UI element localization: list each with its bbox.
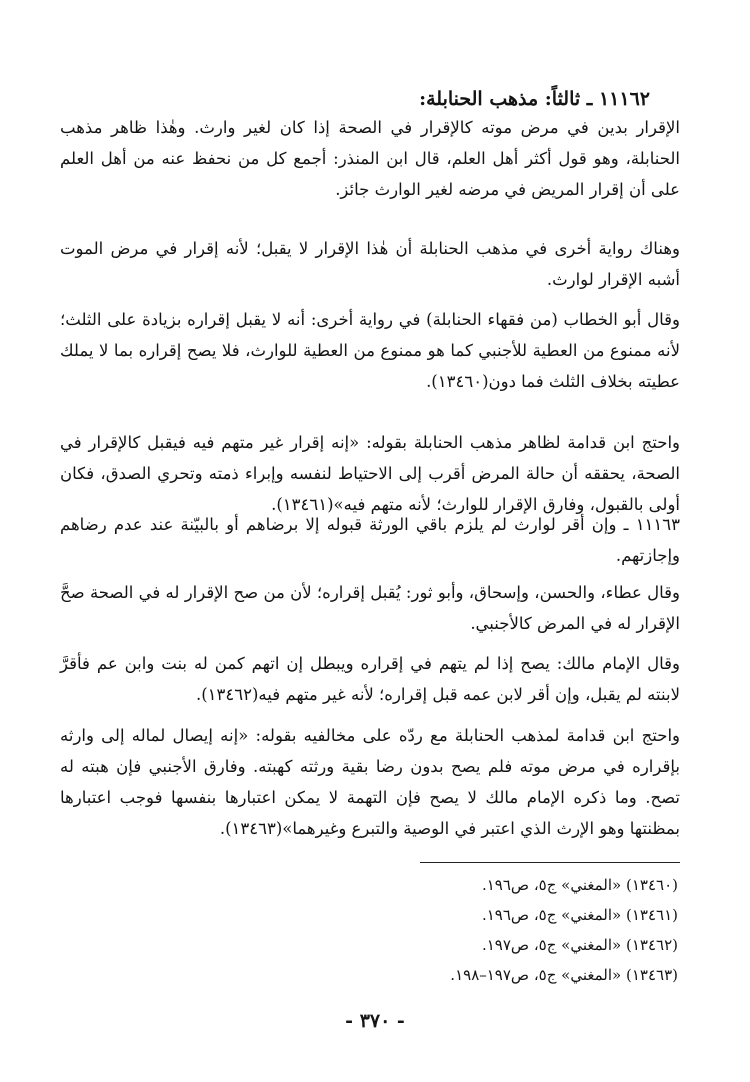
paragraph-1: الإقرار بدين في مرض موته كالإقرار في الصحة إذا كان لغير وارث. وهٰذا ظاهر مذهب الحنابلة، وهو قول أكثر أهل العلم، قال ابن المنذر: أجمع كل من نحفظ عنه من أهل العلم على أن إقرار المريض في مرضه لغير الوارث جائز. — [60, 118, 680, 199]
section-heading: ١١١٦٢ ـ ثالثاً: مذهب الحنابلة: — [419, 88, 650, 110]
paragraph-4: واحتج ابن قدامة لظاهر مذهب الحنابلة بقوله: «إنه إقرار غير متهم فيه فيقبل كالإقرار في الصحة، يحققه أن حالة المرض أقرب إلى الاحتياط لنفسه وإبراء ذمته وتحري الصدق، فكان أولى بالقبول، وفارق الإقرار للوارث؛ لأنه متهم فيه»(١٣٤٦١). — [60, 433, 680, 514]
footnote-4: (١٣٤٦٣) «المغني» ج٥، ص١٩٧–١٩٨. — [450, 966, 678, 984]
footnote-3: (١٣٤٦٢) «المغني» ج٥، ص١٩٧. — [481, 936, 678, 954]
paragraph-7: وقال الإمام مالك: يصح إذا لم يتهم في إقراره ويبطل إن اتهم كمن له بنت وابن عم فأقرَّ لابنته لم يقبل، وإن أقر لابن عمه قبل إقراره؛ لأنه غير متهم فيه(١٣٤٦٢). — [60, 654, 680, 704]
paragraph-5: ١١١٦٣ ـ وإن أقر لوارث لم يلزم باقي الورثة قبوله إلا برضاهم أو بالبيّنة عند عدم رضاهم وإجازتهم. — [60, 515, 680, 565]
paragraph-2: وهناك رواية أخرى في مذهب الحنابلة أن هٰذا الإقرار لا يقبل؛ لأنه إقرار في مرض الموت أشبه الإقرار لوارث. — [60, 239, 680, 289]
footnote-2: (١٣٤٦١) «المغني» ج٥، ص١٩٦. — [481, 906, 678, 924]
paragraph-6: وقال عطاء، والحسن، وإسحاق، وأبو ثور: يُقبل إقراره؛ لأن من صح الإقرار له في الصحة صحَّ الإقرار له في المرض كالأجنبي. — [60, 583, 680, 633]
paragraph-8: واحتج ابن قدامة لمذهب الحنابلة مع ردّه على مخالفيه بقوله: «إنه إيصال لماله إلى وارثه بإقراره في مرض موته فلم يصح بدون رضا بقية ورثته كهبته. وفارق الأجنبي فإن هبته له تصح. وما ذكره الإمام مالك لا يصح فإن التهمة لا يمكن اعتبارها بنفسها فوجب اعتبارها بمظنتها وهو الإرث الذي اعتبر في الوصية والتبرع وغيرهما»(١٣٤٦٣). — [60, 726, 680, 838]
page-number: - ٣٧٠ - — [345, 1010, 405, 1032]
footnote-separator — [420, 862, 680, 863]
footnote-1: (١٣٤٦٠) «المغني» ج٥، ص١٩٦. — [481, 876, 678, 894]
paragraph-3: وقال أبو الخطاب (من فقهاء الحنابلة) في رواية أخرى: أنه لا يقبل إقراره بزيادة على الثلث؛ لأنه ممنوع من العطية للأجنبي كما هو ممنوع من العطية للوارث، فلا يصح إقراره بما لا يملك عطيته بخلاف الثلث فما دون(١٣٤٦٠). — [60, 310, 680, 391]
